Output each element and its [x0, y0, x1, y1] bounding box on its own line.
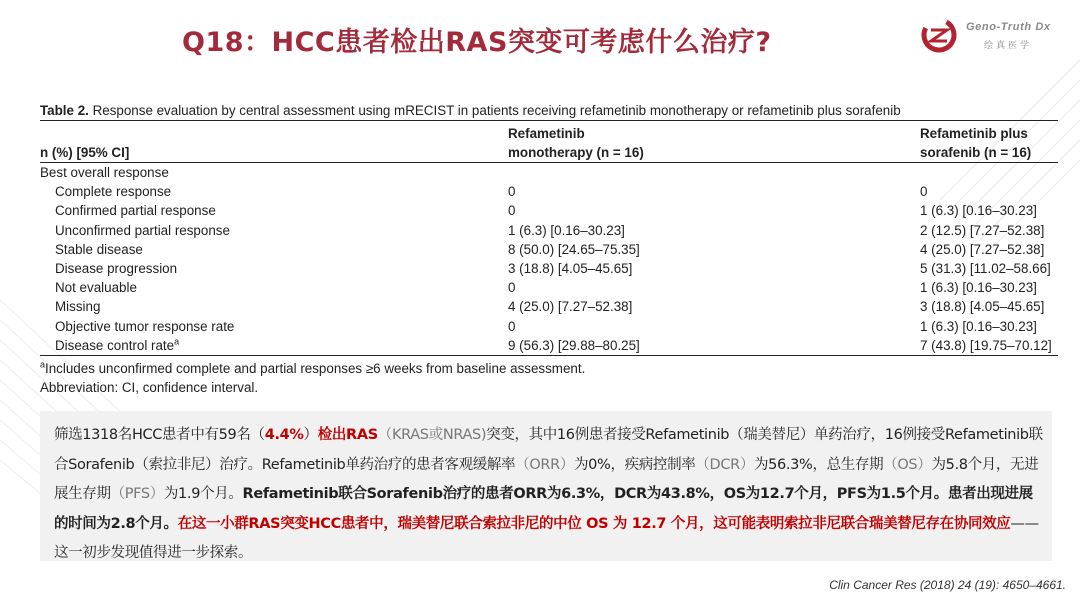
row-combo: 0 — [920, 184, 928, 200]
row-combo: 1 (6.3) [0.16–30.23] — [920, 203, 1037, 219]
row-label — [40, 336, 508, 356]
table-row — [40, 297, 1058, 316]
company-logo — [920, 14, 1070, 58]
summary-box — [40, 411, 1052, 561]
summary-segment: 突变，其中16例患者接受Refametinib（瑞美替尼）单药治疗，16例接受Refametinib联合Sorafenib（索拉非尼）治疗。Refametinib单药治疗的患者客观缓解率 — [54, 427, 1043, 473]
footnote-text: Includes unconfirmed complete and partial responses ≥6 weeks from baseline assessment. — [45, 361, 586, 377]
summary-segment: 为56.3%，总生存期 — [754, 456, 884, 473]
page-title: Q18：HCC患者检出RAS突变可考虑什么治疗? — [182, 27, 772, 58]
row-mono: 1 (6.3) [0.16–30.23] — [508, 222, 625, 238]
table-abbreviation: Abbreviation: CI, confidence interval. — [40, 380, 259, 396]
row-mono: 3 (18.8) [4.05–45.65] — [508, 261, 633, 277]
summary-combo-results: Refametinib联合Sorafenib治疗的患者ORR为6.3%，DCR为43.8%，OS为12.7个月，PFS为1.5个月。患者出现进展的时间为2.8个月。 — [54, 486, 1033, 532]
header-col2-line1: Refametinib — [508, 126, 585, 141]
summary-segment: 为0%，疾病控制率 — [574, 456, 696, 473]
row-label: Stable disease — [55, 241, 143, 257]
row-combo: 1 (6.3) [0.16–30.23] — [920, 318, 1037, 334]
table-row — [40, 278, 1058, 297]
header-col1: n (%) [95% CI] — [40, 145, 130, 160]
table-row — [40, 336, 1058, 356]
summary-abbr-dcr: （DCR） — [695, 456, 754, 473]
row-label: Objective tumor response rate — [55, 318, 235, 334]
row-combo: 7 (43.8) [19.75–70.12] — [920, 337, 1052, 353]
citation: Clin Cancer Res (2018) 24 (19): 4650–4661. — [829, 578, 1066, 592]
table-header-row — [40, 121, 1058, 163]
response-table — [40, 103, 1058, 397]
row-label: Confirmed partial response — [55, 203, 216, 219]
table-row — [40, 317, 1058, 336]
row-mono: 0 — [508, 280, 516, 296]
header-col3-line2: sorafenib (n = 16) — [920, 145, 1032, 160]
summary-segment: ——这一初步发现值得进一步探索。 — [54, 515, 1039, 561]
section-label: Best overall response — [40, 165, 169, 180]
geno-truth-logo-icon — [920, 16, 958, 54]
row-mono: 0 — [508, 318, 516, 334]
row-label: Unconfirmed partial response — [55, 222, 230, 238]
row-mono: 0 — [508, 184, 516, 200]
summary-highlight-ras: 检出RAS — [317, 427, 378, 443]
row-combo: 1 (6.3) [0.16–30.23] — [920, 280, 1037, 296]
table-caption-label: Table 2. — [40, 103, 89, 118]
row-label-text: Disease control rate — [55, 337, 175, 353]
table-row — [40, 201, 1058, 220]
row-mono: 9 (56.3) [29.88–80.25] — [508, 337, 640, 353]
row-label: Missing — [55, 299, 101, 315]
summary-segment: 为1.9个月。 — [163, 486, 243, 502]
summary-segment: 筛选1318名HCC患者中有59名（ — [54, 427, 265, 443]
table-row — [40, 240, 1058, 259]
summary-segment: 为5.8个月，无进展生存期 — [54, 456, 1039, 502]
table-footnote — [40, 356, 1058, 378]
summary-highlight-percent: 4.4% — [264, 427, 304, 443]
summary-conclusion: 在这一小群RAS突变HCC患者中，瑞美替尼联合索拉非尼的中位 OS 为 12.7 个月，这可能表明索拉非尼联合瑞美替尼存在协同效应 — [177, 515, 1011, 532]
summary-gene-note: （KRAS或NRAS) — [377, 427, 487, 443]
row-label: Complete response — [55, 184, 172, 200]
summary-segment: ） — [303, 427, 318, 443]
footnote-mark: a — [174, 336, 180, 347]
table-row — [40, 182, 1058, 201]
table-caption — [40, 103, 1058, 121]
table-section-row — [40, 163, 1058, 183]
row-mono: 4 (25.0) [7.27–52.38] — [508, 299, 633, 315]
table-caption-text: Response evaluation by central assessment using mRECIST in patients receiving refametinib monotherapy or refametinib plus sorafenib — [88, 103, 901, 118]
header-col2-line2: monotherapy (n = 16) — [508, 145, 644, 160]
footnote-mark: a — [40, 359, 46, 370]
row-mono: 0 — [508, 203, 516, 219]
row-combo: 4 (25.0) [7.27–52.38] — [920, 241, 1045, 257]
row-label: Not evaluable — [55, 280, 137, 296]
row-combo: 5 (31.3) [11.02–58.66] — [920, 261, 1051, 277]
table-row — [40, 259, 1058, 278]
table-row — [40, 221, 1058, 240]
row-label: Disease progression — [55, 261, 178, 277]
row-mono: 8 (50.0) [24.65–75.35] — [508, 241, 640, 257]
summary-abbr-orr: （ORR） — [515, 456, 575, 473]
summary-text — [40, 411, 1052, 569]
logo-name: Geno-Truth Dx — [966, 21, 1051, 33]
header-col3-line1: Refametinib plus — [920, 126, 1028, 141]
summary-abbr-os: （OS） — [883, 456, 932, 473]
logo-subtitle: 绘真医学 — [984, 40, 1033, 50]
row-combo: 3 (18.8) [4.05–45.65] — [920, 299, 1045, 315]
summary-abbr-pfs: （PFS） — [110, 486, 164, 502]
row-combo: 2 (12.5) [7.27–52.38] — [920, 222, 1045, 238]
